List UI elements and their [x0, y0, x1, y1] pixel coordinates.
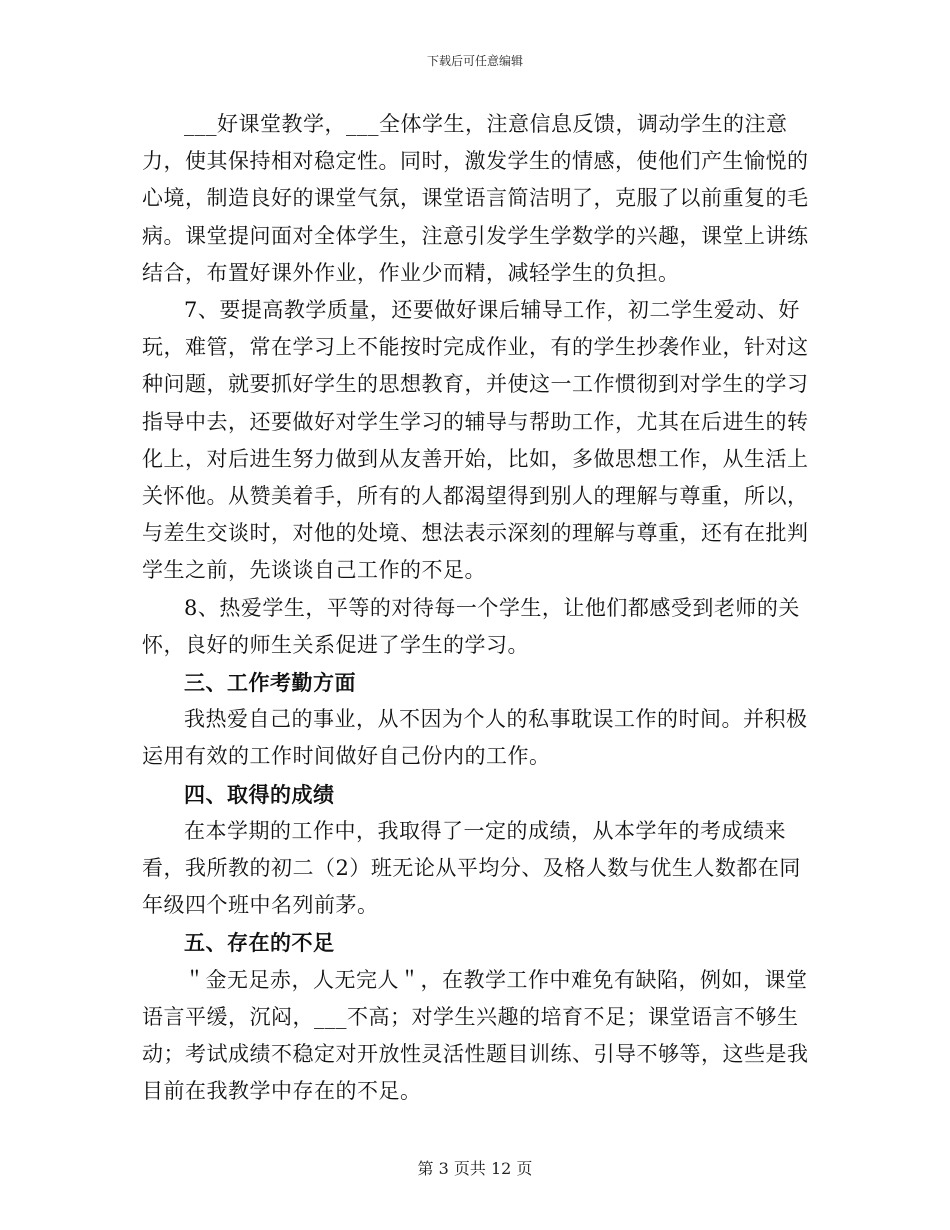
- paragraph-shortcomings: ＂金无足赤，人无完人＂，在教学工作中难免有缺陷，例如，课堂语言平缓，沉闷，___不高；对学生兴趣的培育不足；课堂语言不够生动；考试成绩不稳定对开放性灵活性题目训练、引导不够等，这些是我目前在我教学中存在的不足。: [142, 967, 809, 1104]
- section-heading-achievements: 四、取得的成绩: [184, 781, 335, 807]
- paragraph-item-7: 7、要提高教学质量，还要做好课后辅导工作，初二学生爱动、好玩，难管，常在学习上不能按时完成作业，有的学生抄袭作业，针对这种问题，就要抓好学生的思想教育，并使这一工作惯彻到对学生的学习指导中去，还要做好对学生学习的辅导与帮助工作，尤其在后进生的转化上，对后进生努力做到从友善开始，比如，多做思想工作，从生活上关怀他。从赞美着手，所有的人都渴望得到别人的理解与尊重，所以，与差生交谈时，对他的处境、想法表示深刻的理解与尊重，还有在批判学生之前，先谈谈自己工作的不足。: [142, 298, 809, 583]
- page-number-footer: 第 3 页共 12 页: [417, 1159, 533, 1178]
- paragraph-attendance: 我热爱自己的事业，从不因为个人的私事耽误工作的时间。并积极运用有效的工作时间做好自己份内的工作。: [142, 707, 808, 769]
- paragraph-classroom-teaching: ___好课堂教学，___全体学生，注意信息反馈，调动学生的注意力，使其保持相对稳定性。同时，激发学生的情感，使他们产生愉悦的心境，制造良好的课堂气氛，课堂语言简洁明了，克服了以前重复的毛病。课堂提问面对全体学生，注意引发学生学数学的兴趣，课堂上讲练结合，布置好课外作业，作业少而精，减轻学生的负担。: [142, 112, 809, 285]
- section-heading-shortcomings: 五、存在的不足: [184, 930, 335, 956]
- paragraph-achievements: 在本学期的工作中，我取得了一定的成绩，从本学年的考成绩来看，我所教的初二（2）班无论从平均分、及格人数与优生人数都在同年级四个班中名列前茅。: [142, 818, 801, 918]
- paragraph-item-8: 8、热爱学生，平等的对待每一个学生，让他们都感受到老师的关怀，良好的师生关系促进了学生的学习。: [142, 595, 800, 657]
- section-heading-attendance: 三、工作考勤方面: [184, 670, 356, 696]
- page-header: 下载后可任意编辑: [426, 54, 523, 68]
- document-body: [142, 106, 810, 1110]
